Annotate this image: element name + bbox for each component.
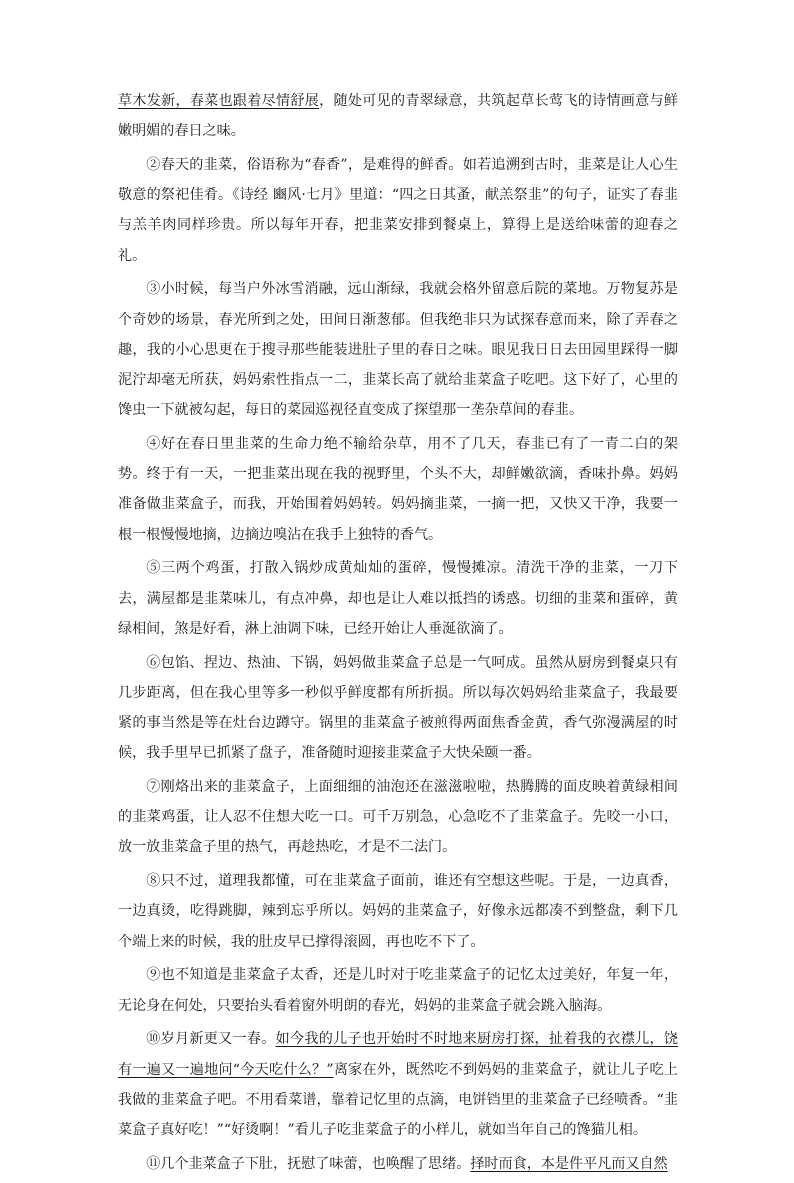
- text-run: ⑧只不过，道理我都懂，可在韭菜盒子面前，谁还有空想这些呢。于是，一边真香，一边真烫，吃得跳脚，辣到忘乎所以。妈妈的韭菜盒子，好像永远都凑不到整盘，剩下几个端上来的时候，我的肚皮早已撑得滚圆，再也吃不下了。: [118, 873, 678, 950]
- underlined-phrase: 草木发新，春菜也跟着尽情舒展: [118, 93, 320, 109]
- underlined-phrase: 择时而食，本是件平凡而又自然: [470, 1155, 668, 1172]
- paragraph-4: [118, 429, 678, 550]
- paragraph-11: [118, 1149, 678, 1179]
- text-run: ⑪几个韭菜盒子下肚，抚慰了味蕾，也唤醒了思绪。: [146, 1155, 471, 1172]
- document-page: [118, 86, 678, 1183]
- underlined-phrase: 如今我的儿子也开始时不时地来厨房打探，扯着我的衣襟儿，饶有一遍又一遍地问“今天吃什么？”: [118, 1031, 679, 1078]
- paragraph-5: [118, 553, 678, 644]
- text-run: ③小时候，每当户外冰雪消融，远山渐绿，我就会格外留意后院的菜地。万物复苏是个奇妙的场景，春光所到之处，田间日渐葱郁。但我绝非只为试探春意而来，除了弄春之趣，我的小心思更在于搜寻那些能装进肚子里的春日之味。眼见我日日去田园里踩得一脚泥泞却毫无所获，妈妈索性指点一二，韭菜长高了就给韭菜盒子吃吧。这下好了，心里的馋虫一下就被勾起，每日的菜园巡视径直变成了探望那一垄杂草间的春韭。: [118, 281, 678, 419]
- paragraph-7: [118, 772, 678, 863]
- paragraph-8: [118, 866, 678, 957]
- paragraph-10: [118, 1024, 678, 1145]
- paragraph-2: [118, 150, 678, 271]
- text-run: ②春天的韭菜，俗语称为“春香”，是难得的鲜香。如若追溯到古时，韭菜是让人心生敬意的祭祀佳肴。《诗经 豳风·七月》里道：“四之日其蚤，献羔祭韭”的句子，证实了春韭与羔羊肉同样珍贵。所以每年开春，把韭菜安排到餐桌上，算得上是送给味蕾的迎春之礼。: [118, 157, 678, 264]
- paragraph-6: [118, 648, 678, 769]
- text-run: ⑨也不知道是韭菜盒子太香，还是儿时对于吃韭菜盒子的记忆太过美好，年复一年，无论身在何处，只要抬头看着窗外明朗的春光，妈妈的韭菜盒子就会跳入脑海。: [118, 967, 678, 1014]
- text-run: ⑤三两个鸡蛋，打散入锅炒成黄灿灿的蛋碎，慢慢摊凉。清洗干净的韭菜，一刀下去，满屋都是韭菜味儿，有点冲鼻，却也是让人难以抵挡的诱惑。切细的韭菜和蛋碎，黄绿相间，煞是好看，淋上油调下味，已经开始让人垂涎欲滴了。: [118, 560, 678, 637]
- paragraph-9: [118, 960, 678, 1020]
- text-run: ，随处可见的青翠绿意，共筑起草长莺飞的诗情画意与鲜嫩明媚的春日之味。: [118, 93, 678, 140]
- paragraph-1-continued: [118, 86, 678, 146]
- paragraph-3: [118, 274, 678, 425]
- text-run: ⑥包馅、捏边、热油、下锅，妈妈做韭菜盒子总是一气呵成。虽然从厨房到餐桌只有几步距离，但在我心里等多一秒似乎鲜度都有所折损。所以每次妈妈给韭菜盒子，我最要紧的事当然是等在灶台边蹲守。锅里的韭菜盒子被煎得两面焦香金黄，香气弥漫满屋的时候，我手里早已抓紧了盘子，准备随时迎接韭菜盒子大快朵颐一番。: [118, 654, 678, 762]
- text-run: ⑦刚烙出来的韭菜盒子，上面细细的油泡还在滋滋啦啦，热腾腾的面皮映着黄绿相间的韭菜鸡蛋，让人忍不住想大吃一口。可千万别急，心急吃不了韭菜盒子。先咬一小口，放一放韭菜盒子里的热气，再趁热吃，才是不二法门。: [118, 779, 678, 856]
- text-run: ⑩岁月新更又一春。: [146, 1031, 276, 1048]
- text-run: ④好在春日里韭菜的生命力绝不输给杂草，用不了几天，春韭已有了一青二白的架势。终于有一天，一把韭菜出现在我的视野里，个头不大，却鲜嫩欲滴，香味扑鼻。妈妈准备做韭菜盒子，而我，开始围着妈妈转。妈妈摘韭菜，一摘一把，又快又干净，我要一根一根慢慢地摘，边摘边嗅沾在我手上独特的香气。: [118, 436, 678, 543]
- text-run: 离家在外，既然吃不到妈妈的韭菜盒子，就让儿子吃上我做的韭菜盒子吧。不用看菜谱，靠着记忆里的点滴，电饼铛里的韭菜盒子已经喷香。“韭菜盒子真好吃！”“好烫啊！”看儿子吃韭菜盒子的小样儿，就如当年自己的馋猫儿相。: [118, 1061, 678, 1139]
